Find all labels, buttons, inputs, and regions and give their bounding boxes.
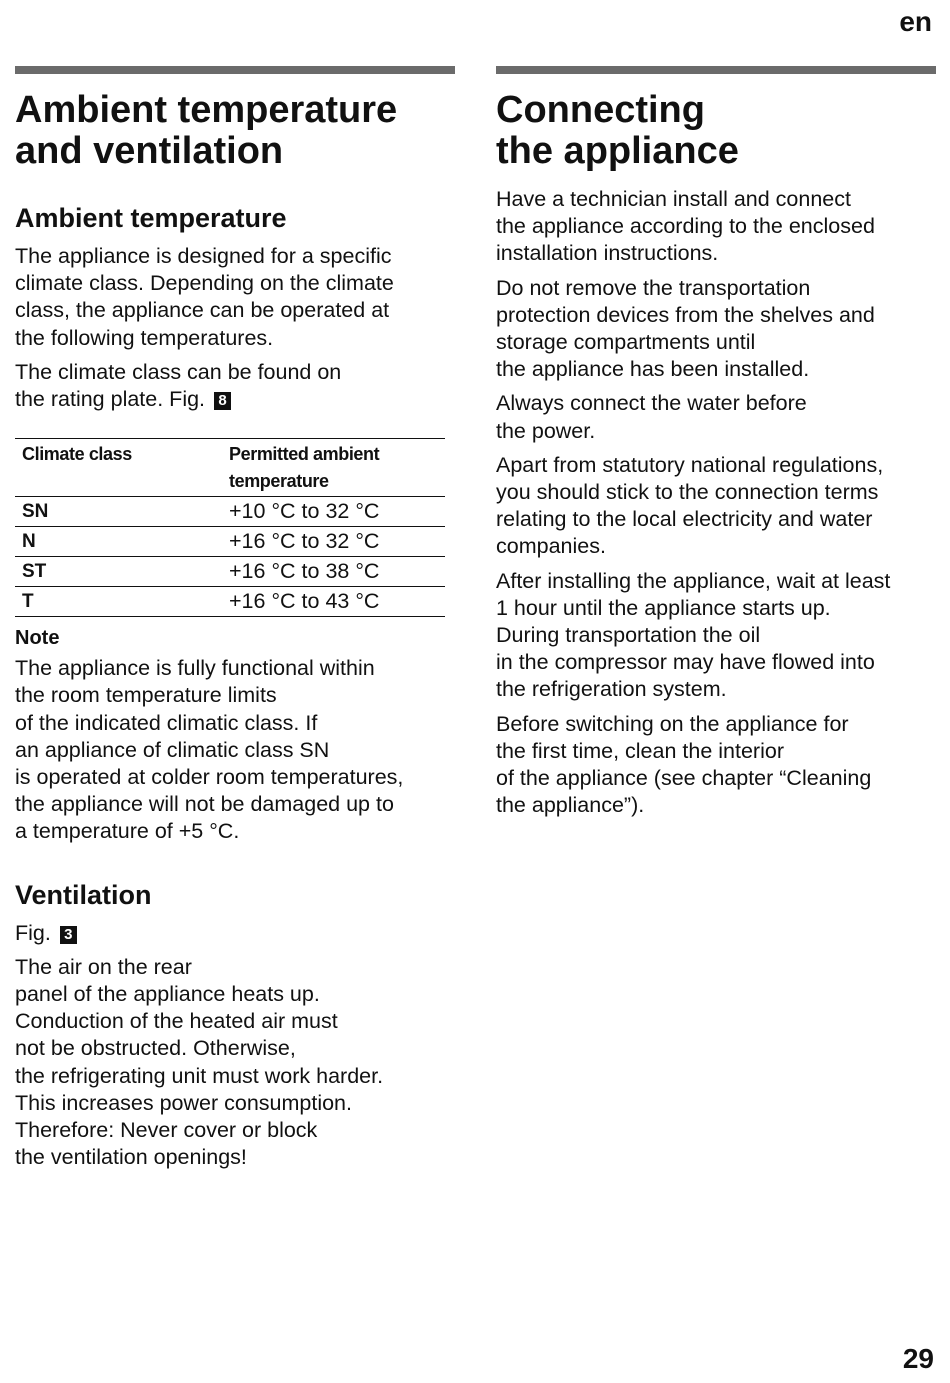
paragraph-technician: Have a technician install and connect the appliance according to the enclosed installation instructions. <box>496 187 875 266</box>
climate-class-cell: ST <box>22 561 47 583</box>
section-rule <box>496 66 936 74</box>
climate-class-cell: N <box>22 531 36 553</box>
page-number: 29 <box>902 1343 934 1374</box>
paragraph-wait-after-install: After installing the appliance, wait at least 1 hour until the appliance starts up. During transportation the oil in the compressor may have flowed into the refrigeration system. <box>496 568 891 702</box>
climate-class-cell: SN <box>22 501 49 523</box>
paragraph-regulations: Apart from statutory national regulations, you should stick to the connection terms relating to the local electricity and water companies. <box>496 452 884 559</box>
section-title-connecting: Connecting the appliance <box>496 89 739 172</box>
section-rule <box>15 66 455 74</box>
column-header-permitted-temperature: Permitted ambient temperature <box>229 444 380 492</box>
climate-class-table <box>15 438 445 617</box>
table-row <box>15 527 445 557</box>
table-row <box>15 497 445 527</box>
temperature-range-cell: +10 °C to 32 °C <box>229 499 380 524</box>
note-text: The appliance is fully functional within the room temperature limits of the indicated climatic class. If an appliance of climatic class SN is operated at colder room temperatures, the appliance will not be damaged up to a temperature of +5 °C. <box>15 656 404 844</box>
paragraph-transport-protection: Do not remove the transportation protection devices from the shelves and storage compartments until the appliance has been installed. <box>496 275 875 382</box>
heading-ventilation: Ventilation <box>15 879 152 910</box>
language-code: en <box>899 6 932 37</box>
column-header-climate-class: Climate class <box>22 444 132 465</box>
climate-class-cell: T <box>22 591 34 613</box>
table-header-row <box>15 439 445 497</box>
ventilation-figure-reference: Fig. 3 <box>15 920 455 947</box>
table-row <box>15 587 445 617</box>
temperature-range-cell: +16 °C to 38 °C <box>229 559 380 584</box>
figure-reference-badge: 8 <box>214 392 231 410</box>
section-title-ambient-ventilation: Ambient temperature and ventilation <box>15 89 398 172</box>
paragraph-climate-class-intro: The appliance is designed for a specific climate class. Depending on the climate class, the appliance can be operated at the following temperatures. <box>15 244 394 350</box>
note-title: Note <box>15 627 60 650</box>
paragraph-ventilation: The air on the rear panel of the appliance heats up. Conduction of the heated air must not be obstructed. Otherwise, the refrigerating unit must work harder. This increases power consumption. Therefore: Never cover or block the ventilation openings! <box>15 954 384 1170</box>
figure-reference-badge: 3 <box>60 926 77 944</box>
left-column <box>15 66 455 1178</box>
temperature-range-cell: +16 °C to 43 °C <box>229 589 380 614</box>
paragraph-water-before-power: Always connect the water before the power. <box>496 391 807 443</box>
table-row <box>15 557 445 587</box>
paragraph-clean-interior: Before switching on the appliance for the first time, clean the interior of the appliance (see chapter “Cleaning the appliance”). <box>496 711 872 818</box>
temperature-range-cell: +16 °C to 32 °C <box>229 529 380 554</box>
paragraph-rating-plate: The climate class can be found on the rating plate. Fig. 8 <box>15 359 342 412</box>
heading-ambient-temperature: Ambient temperature <box>15 203 287 233</box>
right-column <box>496 66 936 826</box>
